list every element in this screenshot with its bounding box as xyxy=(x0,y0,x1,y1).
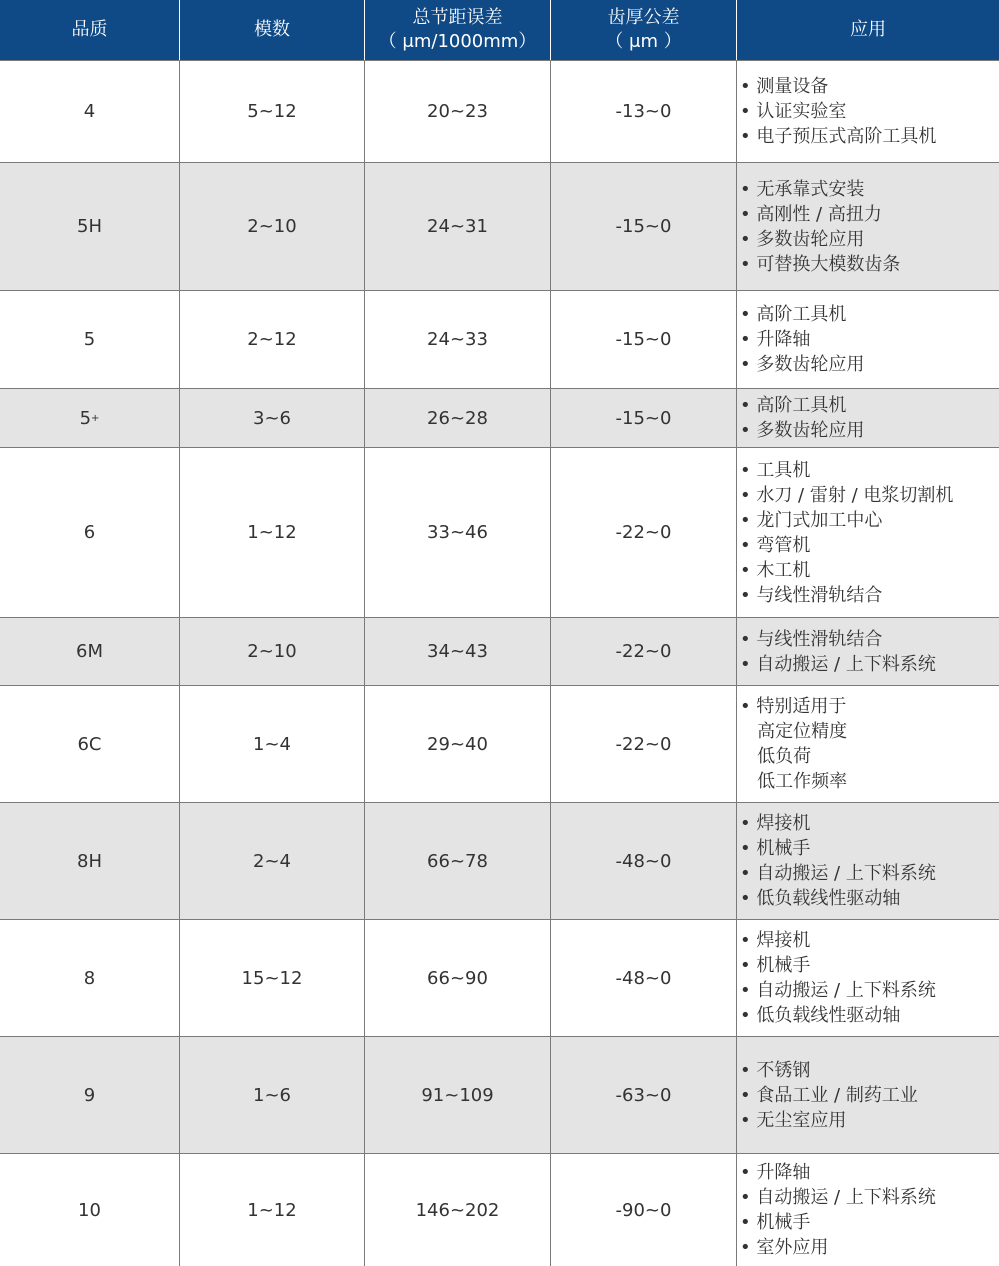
grade-cell xyxy=(0,803,180,919)
application-cell xyxy=(737,61,999,162)
application-item: • 多数齿轮应用 xyxy=(740,228,865,250)
application-item: • 低负载线性驱动轴 xyxy=(740,888,901,909)
application-cell xyxy=(737,1154,999,1266)
application-cell xyxy=(737,163,999,290)
grade-cell xyxy=(0,448,180,617)
application-item: • 焊接机 xyxy=(740,930,811,951)
grade-superscript: + xyxy=(91,412,100,424)
grade-cell xyxy=(0,1037,180,1153)
application-item: • 高刚性 / 高扭力 xyxy=(740,203,882,225)
application-list xyxy=(740,811,936,911)
application-list xyxy=(740,694,847,794)
pitch-error-cell: 24~31 xyxy=(365,163,551,290)
header-thickness-tol-label: 齿厚公差 xyxy=(607,7,680,28)
application-list xyxy=(740,1058,918,1133)
tolerance-cell: -22~0 xyxy=(551,448,737,617)
tolerance-cell: -15~0 xyxy=(551,389,737,447)
grade-cell xyxy=(0,920,180,1036)
application-list xyxy=(740,1160,936,1260)
module-cell: 3~6 xyxy=(180,389,365,447)
header-thickness-tol xyxy=(551,0,737,60)
table-row xyxy=(0,290,999,388)
table-row xyxy=(0,1036,999,1153)
application-item: • 木工机 xyxy=(740,559,811,581)
pitch-error-cell: 26~28 xyxy=(365,389,551,447)
pitch-error-cell: 91~109 xyxy=(365,1037,551,1153)
grade-value: 5 xyxy=(79,407,92,429)
application-item: 低负荷 xyxy=(740,746,812,767)
header-pitch-error-unit: （ μm/1000mm） xyxy=(378,31,537,52)
tolerance-cell: -15~0 xyxy=(551,291,737,388)
module-cell: 2~12 xyxy=(180,291,365,388)
application-item: • 多数齿轮应用 xyxy=(740,420,865,441)
application-item: • 升降轴 xyxy=(740,329,811,350)
grade-value: 4 xyxy=(83,101,96,122)
header-thickness-tol-unit: （ μm ） xyxy=(605,31,682,52)
application-item: • 机械手 xyxy=(740,1212,811,1233)
application-item: • 龙门式加工中心 xyxy=(740,509,883,531)
grade-value: 5 xyxy=(83,329,96,350)
pitch-error-cell: 34~43 xyxy=(365,618,551,685)
grade-cell xyxy=(0,1154,180,1266)
application-cell xyxy=(737,618,999,685)
application-item: • 水刀 / 雷射 / 电浆切割机 xyxy=(740,484,954,506)
table-row xyxy=(0,60,999,162)
application-item: • 无尘室应用 xyxy=(740,1109,847,1131)
application-list xyxy=(740,928,936,1028)
application-item: 高定位精度 xyxy=(740,721,848,742)
header-grade xyxy=(0,0,180,60)
header-application-label: 应用 xyxy=(850,19,886,40)
application-item: • 可替换大模数齿条 xyxy=(740,253,901,275)
grade-value: 9 xyxy=(83,1084,96,1106)
application-item: • 自动搬运 / 上下料系统 xyxy=(740,980,936,1001)
pitch-error-cell: 33~46 xyxy=(365,448,551,617)
application-list xyxy=(740,177,900,277)
application-list xyxy=(740,393,864,443)
module-cell: 5~12 xyxy=(180,61,365,162)
application-item: • 机械手 xyxy=(740,838,811,859)
tolerance-cell: -22~0 xyxy=(551,686,737,802)
module-cell: 1~12 xyxy=(180,1154,365,1266)
pitch-error-cell: 66~78 xyxy=(365,803,551,919)
pitch-error-cell: 146~202 xyxy=(365,1154,551,1266)
header-pitch-error xyxy=(365,0,551,60)
grade-value: 8H xyxy=(77,850,102,872)
application-item: • 不锈钢 xyxy=(740,1059,811,1081)
table-header xyxy=(0,0,999,60)
tolerance-cell: -48~0 xyxy=(551,803,737,919)
pitch-error-cell: 24~33 xyxy=(365,291,551,388)
application-item: • 焊接机 xyxy=(740,813,811,834)
application-item: • 室外应用 xyxy=(740,1237,829,1258)
application-list xyxy=(740,74,936,149)
application-cell xyxy=(737,1037,999,1153)
table-row xyxy=(0,919,999,1036)
application-item: • 工具机 xyxy=(740,459,811,481)
application-item: 低工作频率 xyxy=(740,771,848,792)
application-item: • 弯管机 xyxy=(740,534,811,556)
grade-cell xyxy=(0,291,180,388)
application-item: • 特别适用于 xyxy=(740,696,847,717)
module-cell: 2~4 xyxy=(180,803,365,919)
header-pitch-error-label: 总节距误差 xyxy=(412,7,503,28)
grade-cell xyxy=(0,163,180,290)
application-item: • 与线性滑轨结合 xyxy=(740,584,883,606)
application-cell xyxy=(737,686,999,802)
tolerance-cell: -90~0 xyxy=(551,1154,737,1266)
tolerance-cell: -13~0 xyxy=(551,61,737,162)
module-cell: 2~10 xyxy=(180,163,365,290)
table-row xyxy=(0,802,999,919)
application-list xyxy=(740,302,864,377)
grade-value: 6C xyxy=(77,733,102,755)
module-cell: 1~4 xyxy=(180,686,365,802)
pitch-error-cell: 20~23 xyxy=(365,61,551,162)
application-item: • 食品工业 / 制药工业 xyxy=(740,1084,918,1106)
pitch-error-cell: 29~40 xyxy=(365,686,551,802)
table-row xyxy=(0,685,999,802)
application-item: • 高阶工具机 xyxy=(740,395,847,416)
pitch-error-cell: 66~90 xyxy=(365,920,551,1036)
application-item: • 无承靠式安装 xyxy=(740,178,865,200)
application-cell xyxy=(737,291,999,388)
application-item: • 自动搬运 / 上下料系统 xyxy=(740,653,936,675)
application-item: • 电子预压式高阶工具机 xyxy=(740,126,937,147)
application-item: • 高阶工具机 xyxy=(740,304,847,325)
module-cell: 1~12 xyxy=(180,448,365,617)
grade-value: 6M xyxy=(76,641,103,662)
grade-value: 8 xyxy=(83,967,96,989)
application-item: • 自动搬运 / 上下料系统 xyxy=(740,863,936,884)
application-item: • 测量设备 xyxy=(740,76,829,97)
table-row xyxy=(0,388,999,447)
grade-value: 6 xyxy=(83,522,96,543)
application-item: • 自动搬运 / 上下料系统 xyxy=(740,1187,936,1208)
application-cell xyxy=(737,448,999,617)
grade-cell xyxy=(0,61,180,162)
application-cell xyxy=(737,389,999,447)
module-cell: 2~10 xyxy=(180,618,365,685)
grade-cell xyxy=(0,618,180,685)
grade-value: 10 xyxy=(78,1199,101,1221)
application-list xyxy=(740,458,953,608)
application-list xyxy=(740,627,936,677)
application-item: • 机械手 xyxy=(740,955,811,976)
table-row xyxy=(0,162,999,290)
table-row xyxy=(0,617,999,685)
tolerance-cell: -22~0 xyxy=(551,618,737,685)
application-item: • 与线性滑轨结合 xyxy=(740,628,883,650)
module-cell: 1~6 xyxy=(180,1037,365,1153)
module-cell: 15~12 xyxy=(180,920,365,1036)
application-item: • 多数齿轮应用 xyxy=(740,354,865,375)
header-application xyxy=(737,0,999,60)
header-module-label: 模数 xyxy=(254,19,290,40)
application-item: • 升降轴 xyxy=(740,1162,811,1183)
application-item: • 低负载线性驱动轴 xyxy=(740,1005,901,1026)
table-row xyxy=(0,447,999,617)
application-item: • 认证实验室 xyxy=(740,101,847,122)
application-cell xyxy=(737,920,999,1036)
grade-cell xyxy=(0,389,180,447)
application-cell xyxy=(737,803,999,919)
grade-cell xyxy=(0,686,180,802)
header-grade-label: 品质 xyxy=(71,19,108,40)
tolerance-cell: -48~0 xyxy=(551,920,737,1036)
table-row xyxy=(0,1153,999,1266)
table-body xyxy=(0,60,999,1266)
grade-value: 5H xyxy=(77,216,102,237)
header-module xyxy=(180,0,365,60)
tolerance-cell: -15~0 xyxy=(551,163,737,290)
tolerance-cell: -63~0 xyxy=(551,1037,737,1153)
